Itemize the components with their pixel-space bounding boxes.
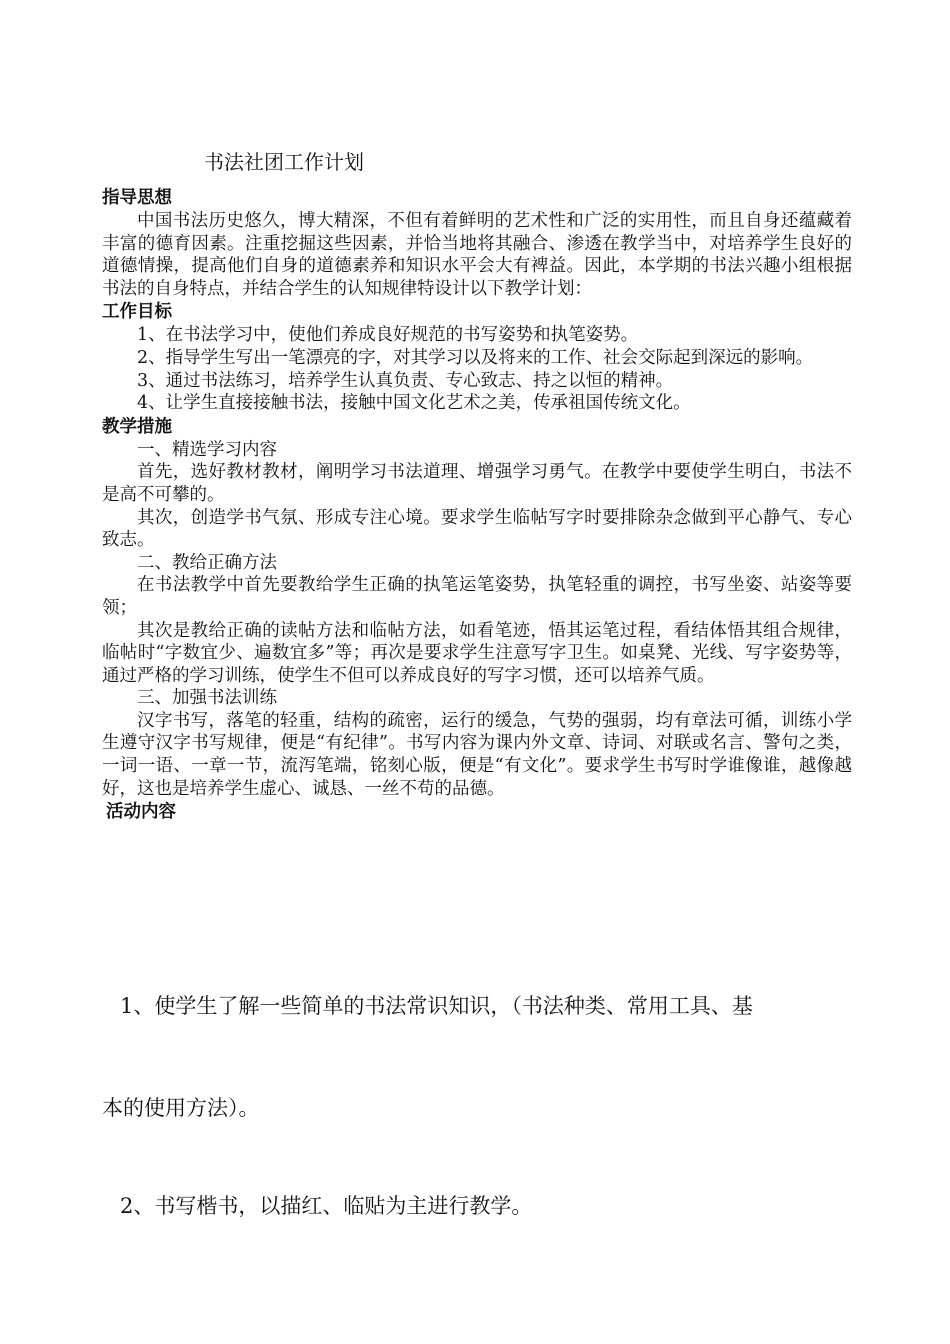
heading-teaching-measures: 教学措施 <box>102 416 172 437</box>
measure-subheading-3: 三、加强书法训练 <box>137 688 277 709</box>
measure-subheading-1: 一、精选学习内容 <box>137 439 277 460</box>
activity-item-1-line-2: 本的使用方法）。 <box>102 1096 260 1120</box>
heading-activities: 活动内容 <box>106 802 176 823</box>
measure-paragraph: 首先，选好教材教材，阐明学习书法道理、增强学习勇气。在教学中要使学生明白，书法不是高不可攀的。 <box>102 462 852 505</box>
goal-item-1: 1、在书法学习中，使他们养成良好规范的书写姿势和执笔姿势。 <box>137 325 639 346</box>
goal-item-3: 3、通过书法练习，培养学生认真负责、专心致志、持之以恒的精神。 <box>137 370 674 391</box>
goal-item-2: 2、指导学生写出一笔漂亮的字，对其学习以及将来的工作、社会交际起到深远的影响。 <box>137 347 814 368</box>
heading-work-goals: 工作目标 <box>102 302 172 323</box>
document-body <box>102 186 852 824</box>
heading-guiding-thought: 指导思想 <box>102 188 172 208</box>
guiding-paragraph: 中国书法历史悠久，博大精深，不但有着鲜明的艺术性和广泛的实用性，而且自身还蕴藏着丰富的德育因素。注重挖掘这些因素，并恰当地将其融合、渗透在教学当中，对培养学生良好的道德情操，提高他们自身的道德素养和知识水平会大有裨益。因此，本学期的书法兴趣小组根据书法的自身特点，并结合学生的认知规律特设计以下教学计划： <box>102 211 852 299</box>
measure-subheading-2: 二、教给正确方法 <box>137 552 277 573</box>
measure-paragraph: 其次，创造学书气氛、形成专注心境。要求学生临帖写字时要排除杂念做到平心静气、专心致志。 <box>102 507 852 551</box>
measure-paragraph: 其次是教给正确的读帖方法和临帖方法，如看笔迹，悟其运笔过程，看结体悟其组合规律，临帖时“字数宜少、遍数宜多”等；再次是要求学生注意写字卫生。如桌凳、光线、写字姿势等，通过严格的学习训练，使学生不但可以养成良好的写字习惯，还可以培养气质。 <box>102 620 852 686</box>
goal-item-4: 4、让学生直接接触书法，接触中国文化艺术之美，传承祖国传统文化。 <box>137 393 691 414</box>
measure-paragraph: 汉字书写，落笔的轻重，结构的疏密，运行的缓急，气势的强弱，均有章法可循，训练小学生遵守汉字书写规律，便是“有纪律”。书写内容为课内外文章、诗词、对联或名言、警句之类，一词一语、一章一节，流泻笔端，铭刻心版，便是“有文化”。要求学生书写时学谁像谁，越像越好，这也是培养学生虚心、诚恳、一丝不苟的品德。 <box>102 710 852 799</box>
measure-paragraph: 在书法教学中首先要教给学生正确的执笔运笔姿势，执笔轻重的调控，书写坐姿、站姿等要领； <box>102 575 852 618</box>
document-title: 书法社团工作计划 <box>204 150 364 174</box>
activity-item-2: 2、书写楷书，以描红、临贴为主进行教学。 <box>120 1194 533 1218</box>
activity-item-1-line-1: 1、使学生了解一些简单的书法常识知识，（书法种类、常用工具、基 <box>120 994 753 1018</box>
